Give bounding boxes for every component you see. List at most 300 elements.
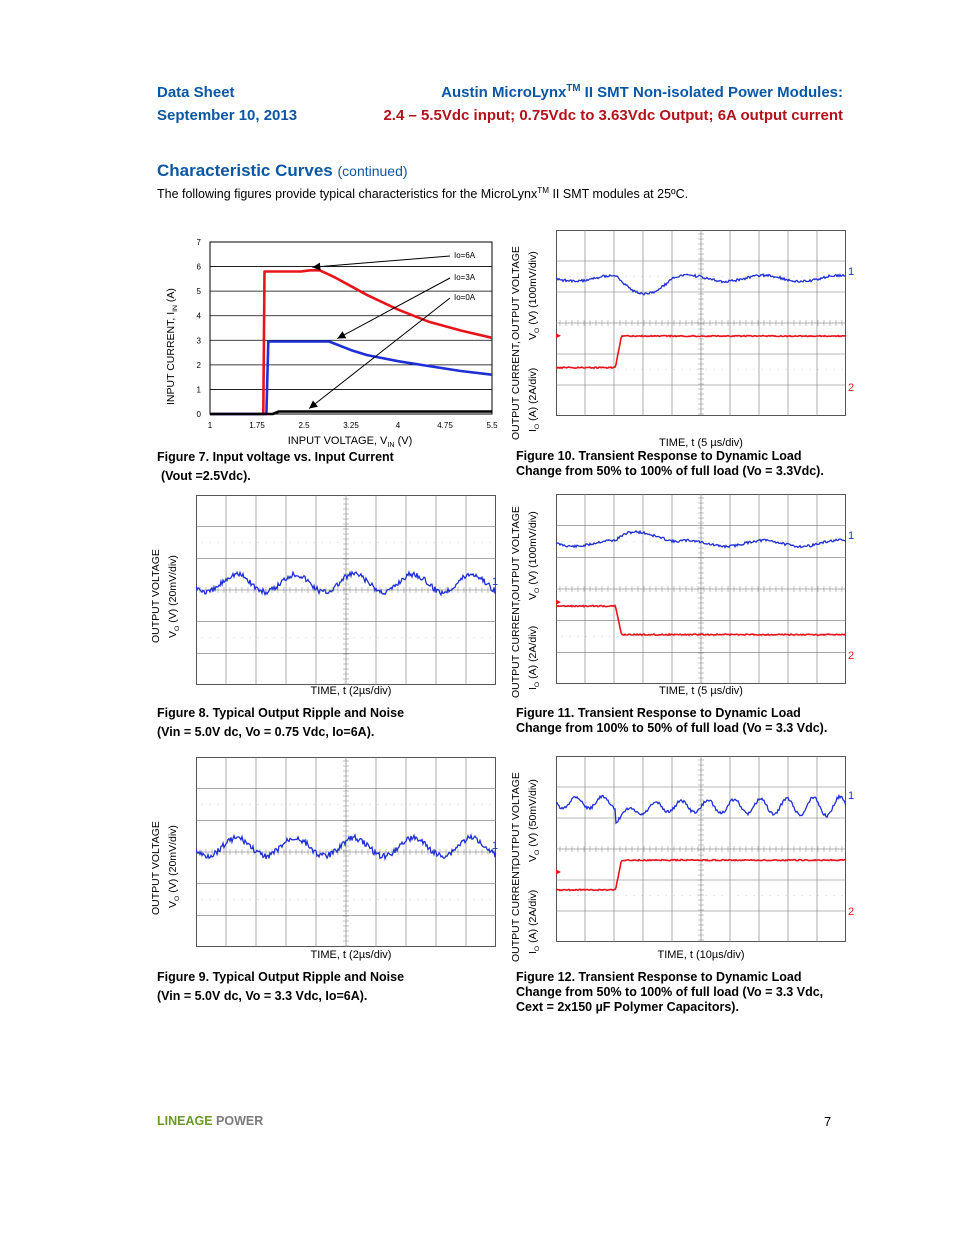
scope-dot	[418, 804, 419, 805]
scope-dot	[666, 802, 667, 803]
scope-dot	[602, 895, 603, 896]
header-doc-type: Data Sheet	[157, 84, 235, 101]
scope-dot	[722, 541, 723, 542]
scope-dot	[834, 802, 835, 803]
scope-dot	[482, 637, 483, 638]
scope-dot	[746, 895, 747, 896]
scope-dot	[578, 895, 579, 896]
fig7-ytick-label: 3	[196, 336, 201, 346]
scope-dot	[586, 636, 587, 637]
scope-dot	[722, 802, 723, 803]
scope-dot	[634, 276, 635, 277]
fig7-ytick-label: 6	[196, 262, 201, 272]
scope-dot	[386, 542, 387, 543]
scope-dot	[650, 276, 651, 277]
fig10-ylabel-bottom: OUTPUT CURRENT,	[510, 341, 522, 440]
fig10-marker-1: 1	[848, 266, 855, 278]
scope-dot	[810, 895, 811, 896]
scope-dot	[322, 542, 323, 543]
scope-dot	[466, 804, 467, 805]
scope-dot	[594, 369, 595, 370]
scope-dot	[250, 804, 251, 805]
scope-dot	[650, 802, 651, 803]
scope-dot	[666, 276, 667, 277]
scope-dot	[666, 541, 667, 542]
fig7-ytick-label: 0	[196, 410, 201, 419]
scope-dot	[754, 369, 755, 370]
scope-dot	[698, 802, 699, 803]
fig7-xtick-label: 4	[395, 421, 401, 430]
fig7-xlabel: INPUT VOLTAGE, $V_{IN}$ (V)	[287, 435, 413, 450]
scope-dot	[794, 276, 795, 277]
scope-dot	[418, 637, 419, 638]
scope-dot	[762, 895, 763, 896]
scope-dot	[826, 802, 827, 803]
scope-dot	[586, 802, 587, 803]
scope-dot	[298, 542, 299, 543]
scope-dot	[730, 895, 731, 896]
fig7-chart	[150, 228, 500, 450]
scope-dot	[458, 542, 459, 543]
scope-dot	[490, 899, 491, 900]
scope-dot	[290, 637, 291, 638]
scope-dot	[410, 637, 411, 638]
scope-dot	[658, 541, 659, 542]
figure-7	[150, 228, 500, 450]
scope-dot	[690, 369, 691, 370]
scope-dot	[642, 636, 643, 637]
scope-dot	[786, 895, 787, 896]
fig9-scope	[196, 757, 499, 947]
scope-dot	[266, 804, 267, 805]
header-date: September 10, 2013	[157, 107, 298, 124]
scope-dot	[210, 542, 211, 543]
scope-dot	[418, 542, 419, 543]
scope-dot	[378, 637, 379, 638]
scope-dot	[386, 637, 387, 638]
scope-dot	[210, 637, 211, 638]
fig10-caption: Figure 10. Transient Response to Dynamic Load Change from 50% to 100% of full load (Vo = 3.3Vdc).	[516, 449, 824, 478]
scope-dot	[362, 542, 363, 543]
scope-dot	[746, 276, 747, 277]
scope-dot	[258, 804, 259, 805]
fig9-marker: 1	[492, 840, 499, 852]
scope-dot	[346, 542, 347, 543]
scope-dot	[666, 369, 667, 370]
scope-dot	[570, 369, 571, 370]
scope-dot	[634, 895, 635, 896]
scope-dot	[722, 895, 723, 896]
scope-dot	[594, 802, 595, 803]
fig7-series-label: Io=0A	[454, 293, 476, 302]
scope-dot	[570, 276, 571, 277]
fig8-caption: Figure 8. Typical Output Ripple and Noise (Vin = 5.0V dc, Vo = 0.75 Vdc, Io=6A).	[157, 706, 405, 739]
scope-dot	[818, 636, 819, 637]
fig11-ylabel-bottom: OUTPUT CURRENT,	[510, 599, 522, 698]
scope-dot	[690, 276, 691, 277]
fig7-xtick-label: 2.5	[298, 421, 310, 430]
scope-dot	[594, 895, 595, 896]
scope-dot	[706, 541, 707, 542]
fig7-xtick-label: 1	[207, 421, 213, 430]
scope-dot	[202, 804, 203, 805]
scope-dot	[386, 804, 387, 805]
fig12-ylabel-top: OUTPUT VOLTAGE	[510, 772, 522, 866]
scope-dot	[698, 636, 699, 637]
scope-dot	[834, 369, 835, 370]
scope-dot	[810, 276, 811, 277]
scope-dot	[754, 895, 755, 896]
scope-dot	[778, 369, 779, 370]
scope-dot	[722, 369, 723, 370]
scope-dot	[362, 637, 363, 638]
scope-dot	[474, 637, 475, 638]
scope-dot	[570, 895, 571, 896]
scope-dot	[306, 804, 307, 805]
scope-dot	[242, 637, 243, 638]
scope-dot	[594, 541, 595, 542]
scope-dot	[778, 802, 779, 803]
scope-dot	[738, 369, 739, 370]
fig12-scope	[556, 756, 846, 942]
scope-dot	[626, 802, 627, 803]
scope-dot	[626, 276, 627, 277]
scope-dot	[658, 636, 659, 637]
scope-dot	[298, 804, 299, 805]
scope-dot	[490, 804, 491, 805]
scope-dot	[218, 899, 219, 900]
scope-dot	[362, 804, 363, 805]
scope-dot	[314, 899, 315, 900]
scope-dot	[474, 542, 475, 543]
scope-dot	[802, 369, 803, 370]
scope-dot	[802, 895, 803, 896]
scope-dot	[810, 369, 811, 370]
scope-dot	[250, 542, 251, 543]
scope-dot	[250, 637, 251, 638]
scope-dot	[786, 276, 787, 277]
scope-dot	[714, 802, 715, 803]
scope-dot	[306, 637, 307, 638]
scope-dot	[490, 637, 491, 638]
fig11-ylabel-top: OUTPUT VOLTAGE	[510, 506, 522, 600]
scope-dot	[770, 369, 771, 370]
scope-dot	[482, 899, 483, 900]
scope-dot	[482, 542, 483, 543]
fig12-marker-1: 1	[848, 790, 855, 802]
scope-dot	[458, 637, 459, 638]
scope-dot	[810, 541, 811, 542]
scope-dot	[202, 542, 203, 543]
scope-dot	[682, 895, 683, 896]
scope-dot	[842, 636, 843, 637]
scope-dot	[754, 636, 755, 637]
scope-dot	[410, 899, 411, 900]
scope-dot	[578, 369, 579, 370]
scope-dot	[434, 804, 435, 805]
scope-dot	[786, 802, 787, 803]
scope-dot	[698, 895, 699, 896]
scope-dot	[586, 541, 587, 542]
fig7-ytick-label: 1	[196, 385, 201, 395]
scope-dot	[842, 541, 843, 542]
scope-dot	[674, 636, 675, 637]
scope-dot	[562, 541, 563, 542]
scope-dot	[570, 636, 571, 637]
scope-dot	[442, 637, 443, 638]
scope-dot	[378, 899, 379, 900]
fig10-xlabel: TIME, t (5 µs/div)	[659, 437, 743, 449]
scope-dot	[674, 802, 675, 803]
scope-dot	[626, 895, 627, 896]
section-intro: The following figures provide typical characteristics for the MicroLynx™ II SMT modules at 25ºC.	[157, 185, 689, 201]
scope-dot	[234, 637, 235, 638]
scope-dot	[762, 276, 763, 277]
scope-dot	[298, 899, 299, 900]
scope-dot	[250, 899, 251, 900]
scope-dot	[218, 637, 219, 638]
scope-dot	[834, 636, 835, 637]
scope-dot	[402, 804, 403, 805]
scope-dot	[274, 637, 275, 638]
scope-dot	[442, 804, 443, 805]
scope-dot	[738, 541, 739, 542]
scope-dot	[242, 804, 243, 805]
scope-dot	[842, 895, 843, 896]
fig8-xlabel: TIME, t (2µs/div)	[310, 685, 392, 697]
scope-dot	[602, 802, 603, 803]
fig9-caption: Figure 9. Typical Output Ripple and Noise (Vin = 5.0V dc, Vo = 3.3 Vdc, Io=6A).	[157, 970, 405, 1003]
scope-dot	[282, 542, 283, 543]
scope-dot	[282, 637, 283, 638]
scope-dot	[762, 636, 763, 637]
scope-dot	[330, 804, 331, 805]
scope-dot	[274, 542, 275, 543]
fig7-series-label: Io=6A	[454, 251, 476, 260]
scope-dot	[634, 802, 635, 803]
scope-dot	[818, 369, 819, 370]
scope-dot	[626, 369, 627, 370]
scope-dot	[730, 276, 731, 277]
scope-dot	[682, 636, 683, 637]
fig7-ytick-label: 4	[196, 311, 201, 321]
scope-dot	[810, 636, 811, 637]
scope-dot	[722, 276, 723, 277]
scope-dot	[610, 369, 611, 370]
scope-dot	[218, 542, 219, 543]
scope-dot	[658, 369, 659, 370]
scope-dot	[738, 276, 739, 277]
scope-dot	[730, 541, 731, 542]
scope-dot	[314, 542, 315, 543]
scope-dot	[466, 637, 467, 638]
scope-dot	[266, 637, 267, 638]
scope-dot	[794, 802, 795, 803]
scope-dot	[562, 636, 563, 637]
fig10-ylabel-top-units: $V_O$ (V) (100mV/div)	[527, 251, 542, 340]
scope-dot	[634, 369, 635, 370]
fig11-caption: Figure 11. Transient Response to Dynamic Load Change from 100% to 50% of full load (Vo = 3.3 Vdc).	[516, 706, 828, 735]
scope-dot	[354, 804, 355, 805]
scope-dot	[562, 895, 563, 896]
fig7-xtick-label: 4.75	[437, 421, 453, 430]
scope-dot	[610, 802, 611, 803]
scope-dot	[658, 276, 659, 277]
scope-dot	[690, 636, 691, 637]
scope-dot	[794, 541, 795, 542]
scope-dot	[362, 899, 363, 900]
fig7-xtick-label: 1.75	[249, 421, 265, 430]
scope-dot	[330, 899, 331, 900]
scope-dot	[410, 542, 411, 543]
scope-dot	[634, 636, 635, 637]
scope-dot	[786, 636, 787, 637]
scope-dot	[802, 636, 803, 637]
scope-dot	[770, 636, 771, 637]
scope-dot	[426, 899, 427, 900]
fig11-ylabel-top-units: $V_O$ (V) (100mV/div)	[527, 511, 542, 600]
scope-dot	[690, 802, 691, 803]
scope-dot	[626, 636, 627, 637]
fig10-scope	[556, 230, 846, 416]
scope-dot	[234, 899, 235, 900]
scope-dot	[818, 895, 819, 896]
scope-dot	[706, 636, 707, 637]
scope-dot	[450, 637, 451, 638]
scope-dot	[746, 369, 747, 370]
scope-dot	[618, 636, 619, 637]
fig9-xlabel: TIME, t (2µs/div)	[310, 949, 392, 961]
footer-company: LINEAGE POWER	[157, 1114, 264, 1128]
scope-dot	[706, 895, 707, 896]
scope-dot	[466, 542, 467, 543]
scope-dot	[330, 637, 331, 638]
fig12-marker-2: 2	[848, 906, 855, 918]
scope-dot	[762, 802, 763, 803]
fig7-xtick-label: 5.5	[486, 421, 498, 430]
scope-dot	[402, 542, 403, 543]
scope-dot	[258, 899, 259, 900]
scope-dot	[746, 802, 747, 803]
fig12-ylabel-bottom: OUTPUT CURRENT,	[510, 863, 522, 962]
scope-dot	[778, 895, 779, 896]
scope-dot	[802, 802, 803, 803]
scope-dot	[626, 541, 627, 542]
scope-dot	[762, 369, 763, 370]
scope-dot	[578, 802, 579, 803]
fig10-marker-2: 2	[848, 382, 855, 394]
scope-dot	[642, 276, 643, 277]
scope-dot	[306, 899, 307, 900]
scope-dot	[482, 804, 483, 805]
scope-dot	[674, 369, 675, 370]
scope-dot	[610, 895, 611, 896]
scope-dot	[370, 542, 371, 543]
fig7-xtick-label: 3.25	[343, 421, 359, 430]
scope-dot	[450, 899, 451, 900]
scope-dot	[722, 636, 723, 637]
scope-dot	[266, 542, 267, 543]
scope-dot	[826, 369, 827, 370]
scope-dot	[802, 276, 803, 277]
scope-dot	[642, 541, 643, 542]
scope-dot	[706, 369, 707, 370]
fig12-caption: Figure 12. Transient Response to Dynamic Load Change from 50% to 100% of full load (Vo = 3.3 Vdc, Cext = 2x150 µF Polymer Capacitors).	[516, 970, 824, 1014]
scope-dot	[226, 804, 227, 805]
scope-dot	[338, 542, 339, 543]
scope-dot	[794, 636, 795, 637]
scope-dot	[738, 636, 739, 637]
scope-dot	[794, 895, 795, 896]
scope-dot	[690, 895, 691, 896]
fig10-ylabel-bottom-units: $I_O$ (A) (2A/div)	[527, 367, 542, 432]
scope-dot	[786, 369, 787, 370]
scope-dot	[298, 637, 299, 638]
scope-dot	[842, 802, 843, 803]
scope-dot	[474, 899, 475, 900]
fig7-ytick-label: 2	[196, 360, 201, 370]
fig8-ylabel-units: $V_O$ (V) (20mV/div)	[167, 555, 182, 638]
scope-dot	[226, 899, 227, 900]
scope-dot	[434, 637, 435, 638]
scope-dot	[322, 637, 323, 638]
scope-dot	[354, 899, 355, 900]
scope-dot	[426, 804, 427, 805]
scope-dot	[402, 899, 403, 900]
fig8-scope	[196, 495, 499, 685]
scope-dot	[306, 542, 307, 543]
fig11-scope	[556, 494, 846, 684]
scope-dot	[642, 802, 643, 803]
scope-dot	[658, 895, 659, 896]
scope-dot	[346, 637, 347, 638]
scope-dot	[258, 637, 259, 638]
scope-dot	[370, 637, 371, 638]
header-product-spec: 2.4 – 5.5Vdc input; 0.75Vdc to 3.63Vdc Output; 6A output current	[383, 107, 843, 124]
scope-dot	[458, 899, 459, 900]
scope-dot	[770, 802, 771, 803]
scope-dot	[434, 899, 435, 900]
scope-dot	[602, 369, 603, 370]
scope-dot	[338, 899, 339, 900]
scope-dot	[210, 899, 211, 900]
scope-dot	[834, 895, 835, 896]
scope-dot	[394, 899, 395, 900]
scope-dot	[842, 369, 843, 370]
scope-dot	[346, 899, 347, 900]
scope-dot	[258, 542, 259, 543]
scope-dot	[650, 369, 651, 370]
scope-dot	[490, 542, 491, 543]
scope-dot	[314, 637, 315, 638]
fig7-ytick-label: 5	[196, 287, 201, 297]
fig12-xlabel: TIME, t (10µs/div)	[657, 949, 745, 961]
scope-dot	[442, 899, 443, 900]
fig7-caption: Figure 7. Input voltage vs. Input Current (Vout =2.5Vdc).	[157, 450, 394, 483]
scope-dot	[634, 541, 635, 542]
scope-dot	[466, 899, 467, 900]
scope-dot	[754, 802, 755, 803]
scope-dot	[730, 369, 731, 370]
scope-dot	[826, 636, 827, 637]
scope-dot	[794, 369, 795, 370]
scope-dot	[562, 276, 563, 277]
scope-dot	[618, 895, 619, 896]
scope-dot	[354, 637, 355, 638]
scope-dot	[450, 542, 451, 543]
scope-dot	[666, 895, 667, 896]
scope-dot	[282, 804, 283, 805]
